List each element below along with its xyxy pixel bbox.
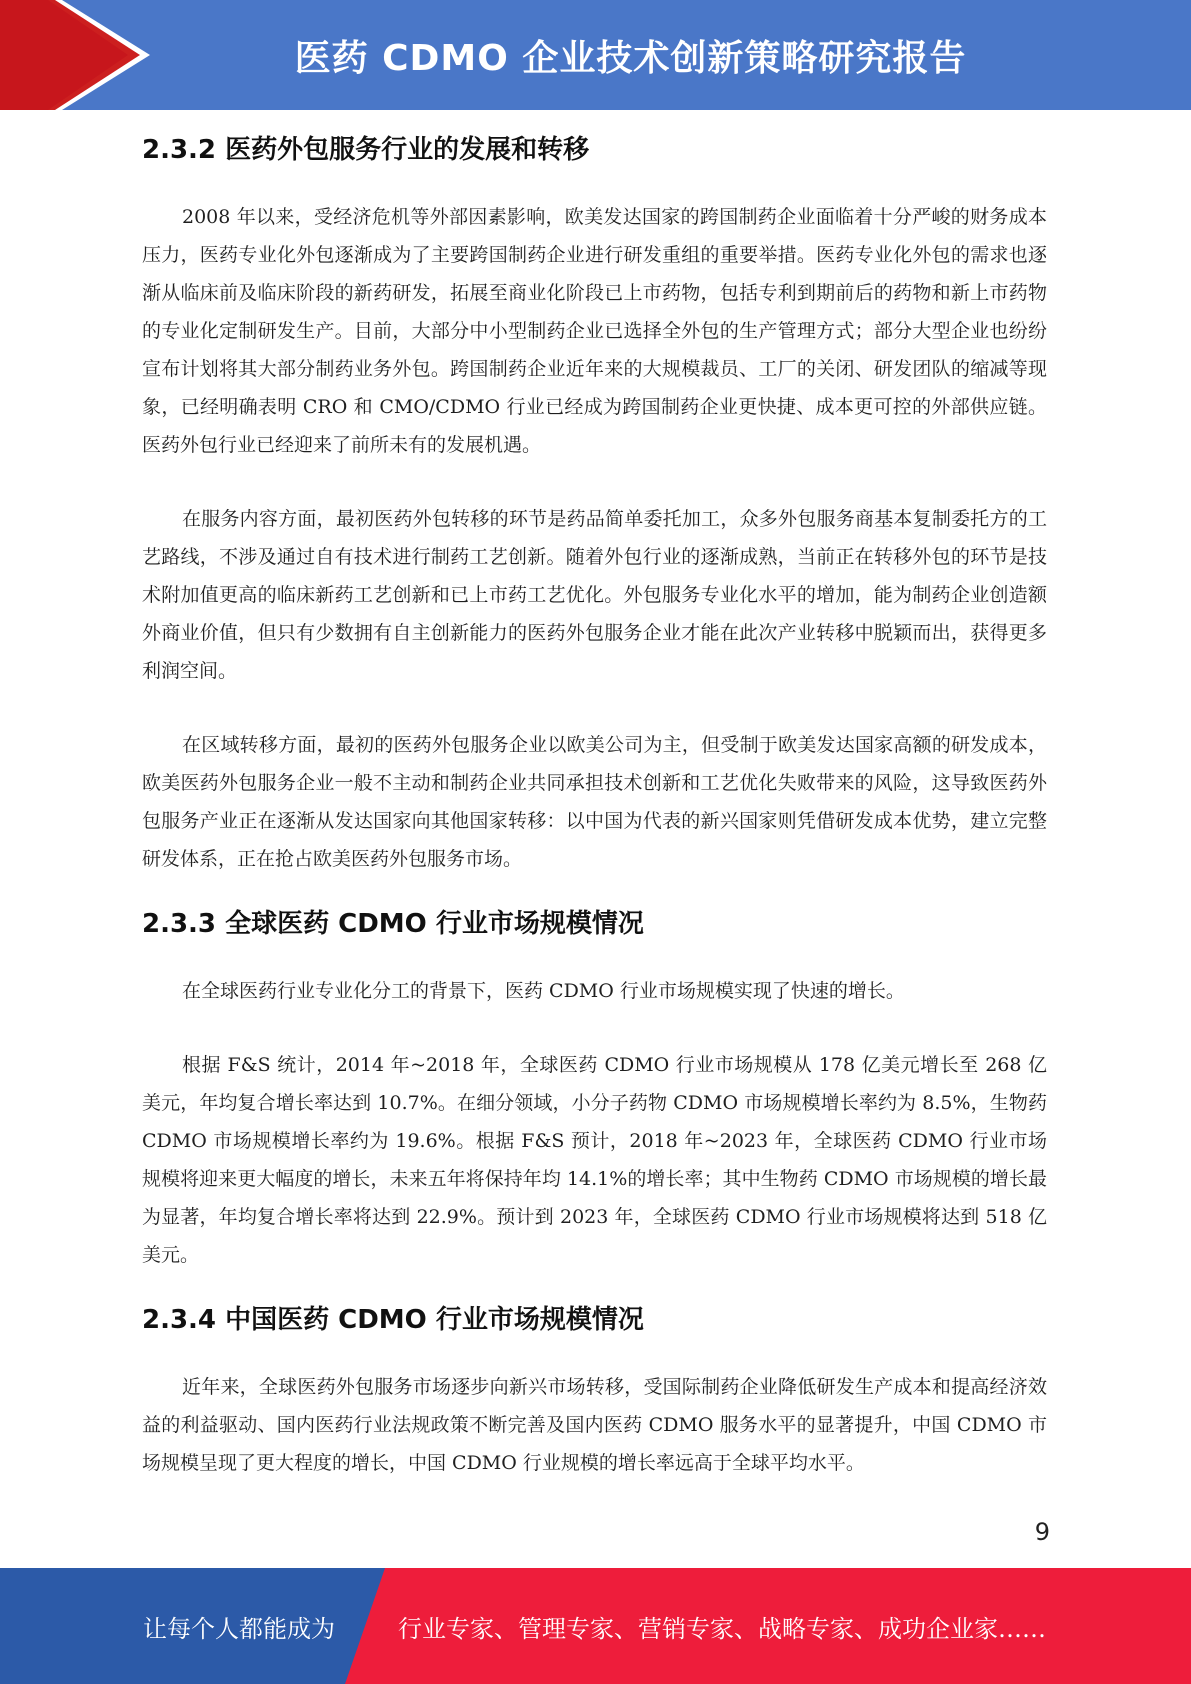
footer-slogan-right: 行业专家、管理专家、营销专家、战略专家、成功企业家…… [398,1614,1046,1643]
page-number: 9 [1034,1518,1050,1546]
paragraph: 根据 F&S 统计，2014 年~2018 年，全球医药 CDMO 行业市场规模从 178 亿美元增长至 268 亿美元，年均复合增长率达到 10.7%。在细分领域，小分子药物 CDMO 市场规模增长率约为 8.5%，生物药 CDMO 市场规模增长率约为 19.6%。根据 F&S 预计，2018 年~2023 年，全球医药 CDMO 行业市场规模将迎来更大幅度的增长，未来五年将保持年均 14.1%的增长率；其中生物药 CDMO 市场规模的增长最为显著，年均复合增长率将达到 22.9%。预计到 2023 年，全球医药 CDMO 行业市场规模将达到 518 亿美元。 [142,1054,1047,1266]
paragraph: 在服务内容方面，最初医药外包转移的环节是药品简单委托加工，众多外包服务商基本复制委托方的工艺路线，不涉及通过自有技术进行制药工艺创新。随着外包行业的逐渐成熟，当前正在转移外包的环节是技术附加值更高的临床新药工艺创新和已上市药工艺优化。外包服务专业化水平的增加，能为制药企业创造额外商业价值，但只有少数拥有自主创新能力的医药外包服务企业才能在此次产业转移中脱颖而出，获得更多利润空间。 [142,508,1047,682]
footer-slogan-left: 让每个人都能成为 [143,1614,335,1643]
section-heading-2-3-4: 2.3.4 中国医药 CDMO 行业市场规模情况 [142,1305,644,1335]
section-heading-2-3-2: 2.3.2 医药外包服务行业的发展和转移 [142,135,590,165]
paragraph: 在全球医药行业专业化分工的背景下，医药 CDMO 行业市场规模实现了快速的增长。 [182,980,905,1002]
paragraph: 近年来，全球医药外包服务市场逐步向新兴市场转移，受国际制药企业降低研发生产成本和提高经济效益的利益驱动、国内医药行业法规政策不断完善及国内医药 CDMO 服务水平的显著提升，中国 CDMO 市场规模呈现了更大程度的增长，中国 CDMO 行业规模的增长率远高于全球平均水平。 [142,1376,1047,1474]
paragraph: 2008 年以来，受经济危机等外部因素影响，欧美发达国家的跨国制药企业面临着十分严峻的财务成本压力，医药专业化外包逐渐成为了主要跨国制药企业进行研发重组的重要举措。医药专业化外包的需求也逐渐从临床前及临床阶段的新药研发，拓展至商业化阶段已上市药物，包括专利到期前后的药物和新上市药物的专业化定制研发生产。目前，大部分中小型制药企业已选择全外包的生产管理方式；部分大型企业也纷纷宣布计划将其大部分制药业务外包。跨国制药企业近年来的大规模裁员、工厂的关闭、研发团队的缩减等现象，已经明确表明 CRO 和 CMO/CDMO 行业已经成为跨国制药企业更快捷、成本更可控的外部供应链。医药外包行业已经迎来了前所未有的发展机遇。 [142,206,1047,456]
header-chevron-decoration [0,0,150,110]
report-title: 医药 CDMO 企业技术创新策略研究报告 [294,37,967,79]
paragraph: 在区域转移方面，最初的医药外包服务企业以欧美公司为主，但受制于欧美发达国家高额的研发成本，欧美医药外包服务企业一般不主动和制药企业共同承担技术创新和工艺优化失败带来的风险，这导致医药外包服务产业正在逐渐从发达国家向其他国家转移：以中国为代表的新兴国家则凭借研发成本优势，建立完整研发体系，正在抢占欧美医药外包服务市场。 [142,734,1047,870]
document-body [142,118,1047,1482]
section-heading-2-3-3: 2.3.3 全球医药 CDMO 行业市场规模情况 [142,909,644,939]
